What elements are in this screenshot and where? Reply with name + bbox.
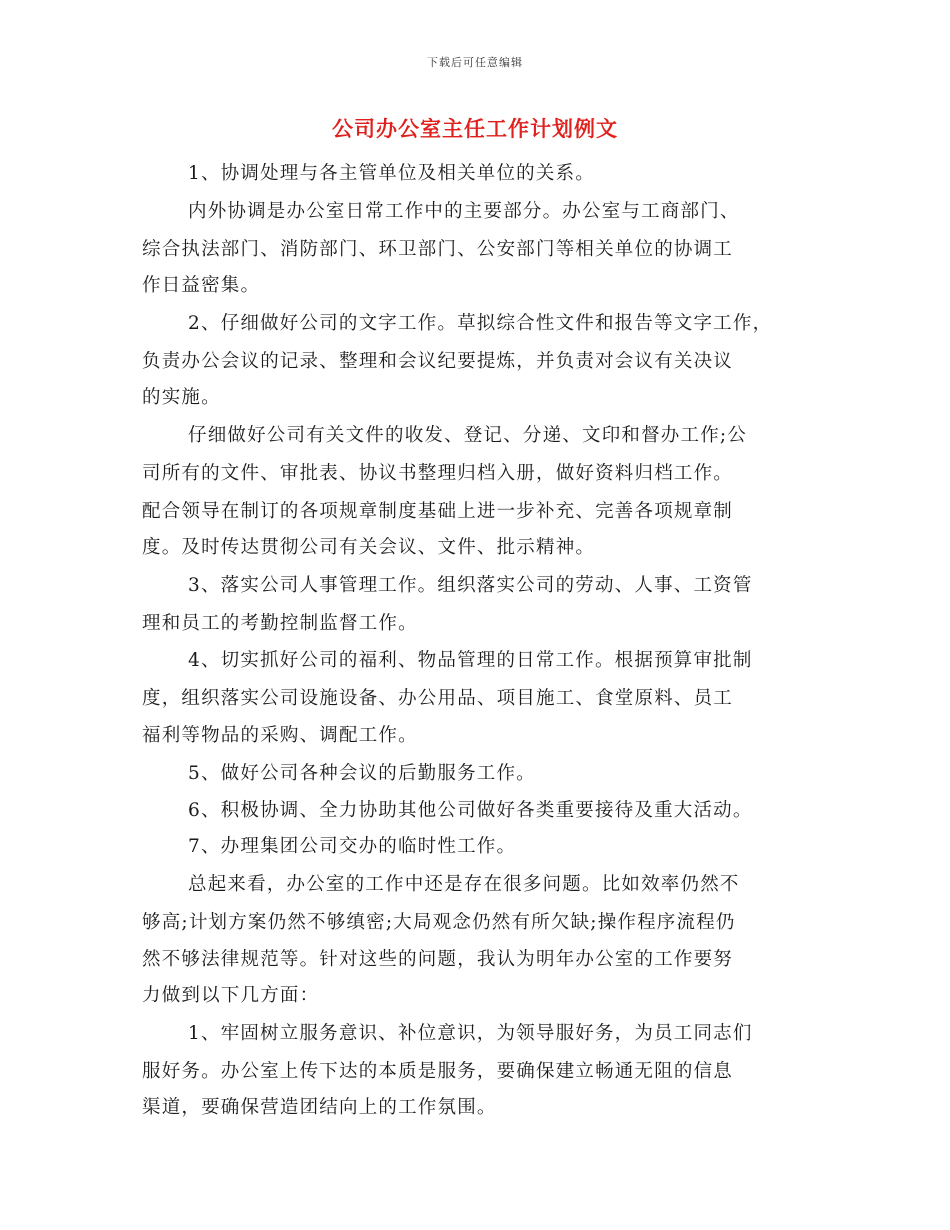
paragraph-line: 1、牢固树立服务意识、补位意识，为领导服好务，为员工同志们 <box>188 1023 753 1044</box>
paragraph-line: 力做到以下几方面： <box>142 985 320 1006</box>
paragraph-line: 7、办理集团公司交办的临时性工作。 <box>188 836 517 857</box>
paragraph-line: 6、积极协调、全力协助其他公司做好各类重要接待及重大活动。 <box>188 800 753 821</box>
paragraph-line: 渠道，要确保营造团结向上的工作氛围。 <box>142 1097 497 1118</box>
paragraph-line: 然不够法律规范等。针对这些的问题，我认为明年办公室的工作要努 <box>142 949 734 970</box>
paragraph-line: 综合执法部门、消防部门、环卫部门、公安部门等相关单位的协调工 <box>142 239 734 260</box>
paragraph-line: 5、做好公司各种会议的后勤服务工作。 <box>188 763 536 784</box>
paragraph-line: 服好务。办公室上传下达的本质是服务，要确保建立畅通无阻的信息 <box>142 1061 734 1082</box>
paragraph-line: 总起来看，办公室的工作中还是存在很多问题。比如效率仍然不 <box>188 874 740 895</box>
paragraph-line: 4、切实抓好公司的福利、物品管理的日常工作。根据预算审批制 <box>188 650 753 671</box>
paragraph-line: 仔细做好公司有关文件的收发、登记、分递、文印和督办工作;公 <box>188 425 748 446</box>
paragraph-line: 1、协调处理与各主管单位及相关单位的关系。 <box>188 163 595 184</box>
paragraph-line: 的实施。 <box>142 387 221 408</box>
paragraph-line: 2、仔细做好公司的文字工作。草拟综合性文件和报告等文字工作， <box>188 313 773 334</box>
paragraph-line: 3、落实公司人事管理工作。组织落实公司的劳动、人事、工资管 <box>188 575 753 596</box>
paragraph-line: 福利等物品的采购、调配工作。 <box>142 725 418 746</box>
paragraph-line: 配合领导在制订的各项规章制度基础上进一步补充、完善各项规章制 <box>142 501 734 522</box>
paragraph-line: 理和员工的考勤控制监督工作。 <box>142 613 418 634</box>
paragraph-line: 够高;计划方案仍然不够缜密;大局观念仍然有所欠缺;操作程序流程仍 <box>142 912 736 933</box>
document-title: 公司办公室主任工作计划例文 <box>332 116 618 141</box>
header-note: 下载后可任意编辑 <box>427 56 523 69</box>
paragraph-line: 负责办公会议的记录、整理和会议纪要提炼，并负责对会议有关决议 <box>142 351 734 372</box>
paragraph-line: 度，组织落实公司设施设备、办公用品、项目施工、食堂原料、员工 <box>142 688 734 709</box>
paragraph-line: 度。及时传达贯彻公司有关会议、文件、批示精神。 <box>142 537 596 558</box>
paragraph-line: 作日益密集。 <box>142 275 261 296</box>
paragraph-line: 内外协调是办公室日常工作中的主要部分。办公室与工商部门、 <box>188 201 740 222</box>
paragraph-line: 司所有的文件、审批表、协议书整理归档入册，做好资料归档工作。 <box>142 463 734 484</box>
